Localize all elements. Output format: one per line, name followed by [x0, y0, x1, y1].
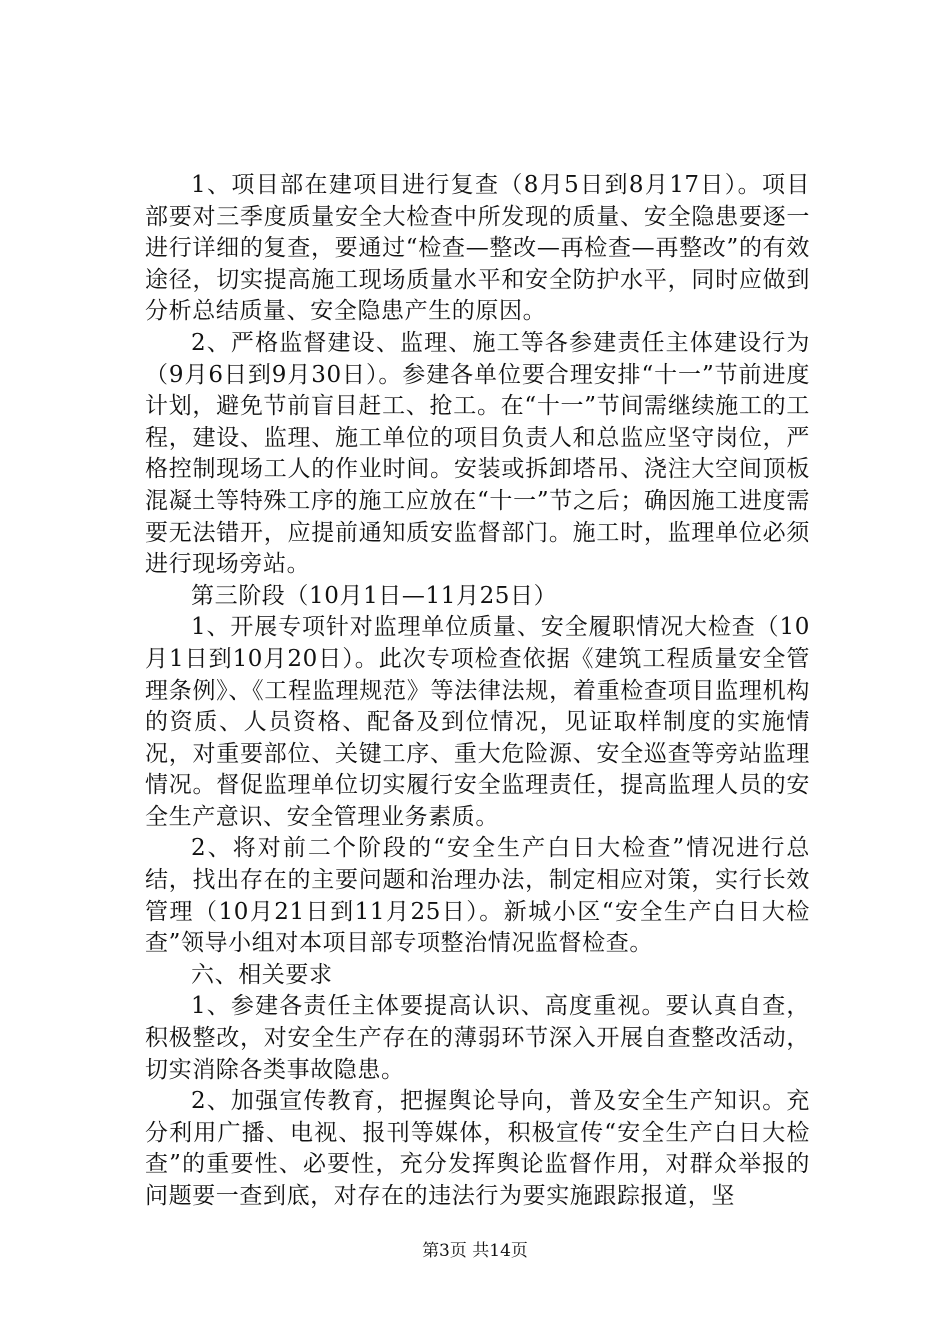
page-number-footer: 第3页 共14页: [422, 1241, 528, 1261]
document-body: [145, 170, 810, 1213]
requirements-heading: 六、相关要求: [191, 961, 333, 988]
paragraph-requirement-item-2: 2、加强宣传教育，把握舆论导向，普及安全生产知识。充分利用广播、电视、报刊等媒体，积极宣传“安全生产白日大检查”的重要性、必要性，充分发挥舆论监督作用，对群众举报的问题要一查到底，对存在的违法行为要实施跟踪报道，坚: [145, 1088, 810, 1209]
paragraph-supervision-item-2: 2、严格监督建设、监理、施工等各参建责任主体建设行为（9月6日到9月30日）。参建各单位要合理安排“十一”节前进度计划，避免节前盲目赶工、抢工。在“十一”节间需继续施工的工程，建设、监理、施工单位的项目负责人和总监应坚守岗位，严格控制现场工人的作业时间。安装或拆卸塔吊、浇注大空间顶板混凝土等特殊工序的施工应放在“十一”节之后；确因施工进度需要无法错开，应提前通知质安监督部门。施工时，监理单位必须进行现场旁站。: [145, 329, 810, 578]
paragraph-requirement-item-1: 1、参建各责任主体要提高认识、高度重视。要认真自查，积极整改，对安全生产存在的薄弱环节深入开展自查整改活动，切实消除各类事故隐患。: [145, 993, 810, 1083]
stage-three-heading: 第三阶段（10月1日—11月25日）: [191, 582, 558, 609]
paragraph-review-item-1: 1、项目部在建项目进行复查（8月5日到8月17日）。项目部要对三季度质量安全大检查中所发现的质量、安全隐患要逐一进行详细的复查，要通过“检查—整改—再检查—再整改”的有效途径，切实提高施工现场质量水平和安全防护水平，同时应做到分析总结质量、安全隐患产生的原因。: [145, 172, 810, 325]
paragraph-summary-item-2: 2、将对前二个阶段的“安全生产白日大检查”情况进行总结，找出存在的主要问题和治理办法，制定相应对策，实行长效管理（10月21日到11月25日）。新城小区“安全生产白日大检查”领导小组对本项目部专项整治情况监督检查。: [145, 835, 810, 957]
paragraph-inspection-item-1: 1、开展专项针对监理单位质量、安全履职情况大检查（10月1日到10月20日）。此次专项检查依据《建筑工程质量安全管理条例》、《工程监理规范》等法律法规，着重检查项目监理机构的资质、人员资格、配备及到位情况，见证取样制度的实施情况，对重要部位、关键工序、重大危险源、安全巡查等旁站监理情况。督促监理单位切实履行安全监理责任，提高监理人员的安全生产意识、安全管理业务素质。: [145, 614, 810, 830]
